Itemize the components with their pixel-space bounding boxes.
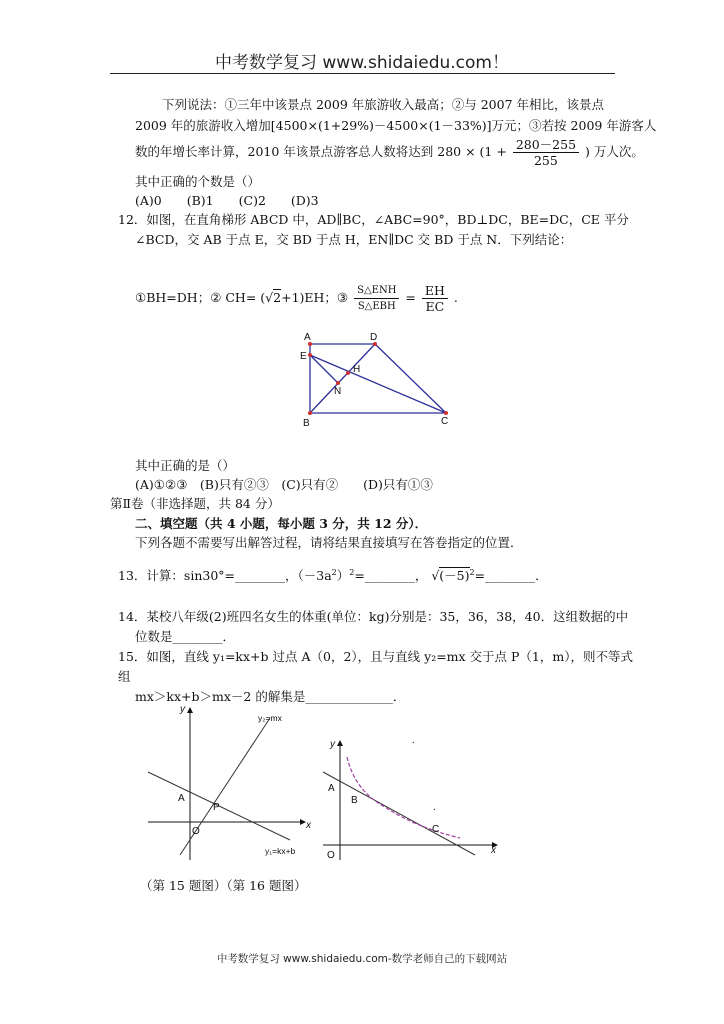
point-n [336,381,340,385]
q13-post: =________． [474,568,548,584]
q14-line1: 14．某校八年级(2)班四名女生的体重(单位：kg)分别是：35，36，38，40．这组数据的中 [118,609,629,624]
fig16-origin-label: O [327,850,335,861]
q13-mid2: =________， [354,568,428,584]
q12-c1-post: +1)EH；③ [281,290,349,305]
fig16-x-label: x [491,845,496,856]
q13-root: (－5) [439,568,470,584]
fig16-dot-mark: . [433,802,436,813]
fig16-point-a-label: A [328,783,335,794]
q11-line2: 2009 年的旅游收入增加[4500×(1+29%)－4500×(1－33%)]万元；③若按 2009 年游客人 [135,118,657,133]
fig15-origin-label: O [192,826,200,837]
label-e: E [300,351,307,362]
sqrt-symbol: √ [265,290,274,305]
q11-frac-numerator: 280－255 [513,137,579,153]
q15-line3: mx＞kx+b＞mx－2 的解集是______________． [135,689,406,704]
q13-sup1: 2 [331,568,337,577]
q12-conclusions [135,283,458,314]
q12-s-num: S△ENH [354,283,399,299]
q12-area-fraction [354,283,399,314]
point-e [308,353,312,357]
page-footer: 中考数学复习 www.shidaiedu.com-数学老师自己的下载网站 [216,953,508,965]
fig15-y1-label: y₁=kx+b [265,846,296,856]
label-d: D [370,332,378,343]
figure-caption: （第 15 题图）（第 16 题图） [140,878,307,893]
fig15-y2-label: y₂=mx [258,713,282,723]
q11-line3-post: ) 万人次。 [585,144,644,159]
label-n: N [334,386,342,397]
q14-line2: 位数是________． [135,629,236,644]
fig16-y-label: y [330,739,335,750]
point-b [308,411,312,415]
fig16-top-dot-mark: . [412,735,415,746]
q15-line1: 15．如图，直线 y₁=kx+b 过点 A（0，2），且与直线 y₂=mx 交于点 P（1，m），则不等式 [118,649,633,664]
label-h: H [353,364,361,375]
q13-line [118,565,548,584]
fig15-graph [140,700,320,865]
q13-sup3: 2 [469,568,475,577]
point-h [346,371,350,375]
q13-sup2: 2 [349,568,355,577]
q11-frac-denominator: 255 [533,153,558,168]
fig16-point-b-label: B [351,795,358,806]
fig15-point-a-label: A [178,793,185,804]
page-header-title: 中考数学复习 www.shidaiedu.com！ [215,53,509,73]
sqrt-symbol-q13: √ [431,568,440,584]
q12-eh-num: EH [422,283,448,299]
point-c [444,411,448,415]
q12-options: (A)①②③ (B)只有②③ (C)只有② (D)只有①③ [135,477,433,492]
q12-end: . [453,290,458,305]
q12-eq: = [405,290,416,305]
fill-blank-instruction: 下列各题不需要写出解答过程，请将结果直接填写在答卷指定的位置． [135,535,523,550]
segment-dc [375,344,446,413]
q11-line1: 下列说法：①三年中该景点 2009 年旅游收入最高；②与 2007 年相比，该景点 [162,97,605,112]
fill-blank-title: 二、填空题（共 4 小题，每小题 3 分，共 12 分）． [135,516,428,531]
q11-line3-pre: 数的年增长率计算，2010 年该景点游客总人数将达到 280 × (1 + [135,144,507,159]
q12-c1: ①BH=DH；② CH= ( [135,290,266,305]
fig16-graph [315,735,505,865]
section2-title: 第Ⅱ卷（非选择题，共 84 分） [110,496,280,511]
q13-mid: ） [336,568,350,584]
q13-pre: 13．计算：sin30°=________，（－3a [118,568,332,584]
q12-eh-den: EC [425,299,445,314]
q12-s-den: S△EBH [357,301,396,312]
q12-prompt: 其中正确的是（） [135,458,236,473]
fig16-point-c-label: C [432,824,440,835]
q15-line2: 组 [118,669,131,684]
label-b: B [303,418,310,429]
q12-line1: 12．如图，在直角梯形 ABCD 中，AD∥BC，∠ABC=90°，BD⊥DC，BE=DC，CE 平分 [118,212,629,227]
segment-en [310,355,338,383]
fig15-y-label: y [180,704,185,715]
q12-line2: ∠BCD，交 AB 于点 E，交 BD 于点 H，EN∥DC 交 BD 于点 N．下列结论： [135,232,573,247]
label-c: C [441,416,449,427]
q11-prompt: 其中正确的个数是（） [135,174,261,189]
fig15-point-p-label: P [213,802,220,813]
q11-line3 [135,137,644,168]
q12-c1-root: 2 [273,290,282,305]
fig15-x-label: x [306,820,311,831]
fig16-hyperbola [347,757,460,838]
header-divider [110,73,615,74]
q12-eh-fraction [422,283,448,314]
q11-options: (A)0 (B)1 (C)2 (D)3 [135,193,319,208]
q11-fraction [513,137,579,168]
segment-ec [310,355,446,413]
fig16-line [323,772,475,855]
q12-trapezoid-figure [290,328,460,430]
label-a: A [304,332,311,343]
